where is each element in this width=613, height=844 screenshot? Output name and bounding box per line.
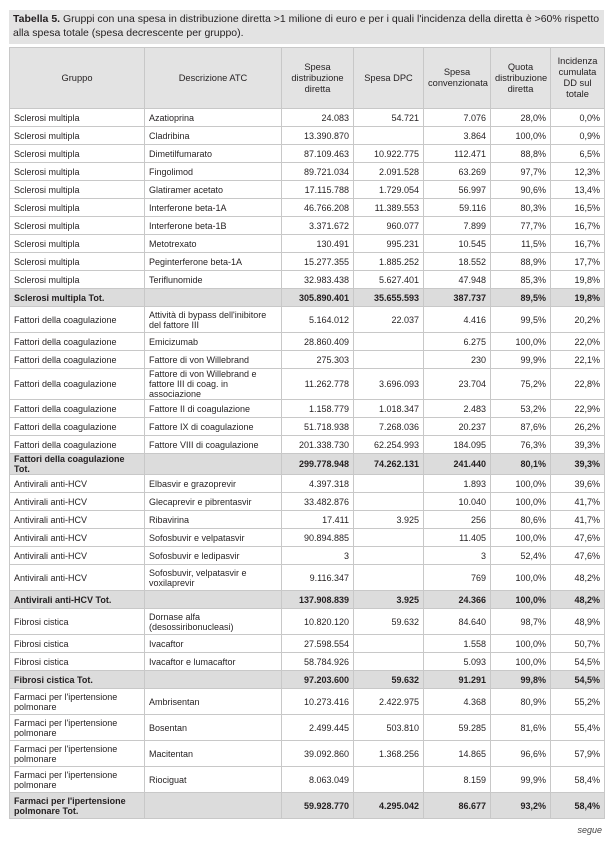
cell-incidenza: 55,2%: [551, 689, 605, 715]
cell-spesa-convenzionata: 59.116: [424, 199, 491, 217]
caption-text: Gruppi con una spesa in distribuzione diretta >1 milione di euro e per i quali l'incidenza della diretta è >60% rispetto alla spesa totale (spesa decrescente per gruppo).: [13, 13, 600, 39]
cell-gruppo: Antivirali anti-HCV Tot.: [10, 591, 145, 609]
cell-incidenza: 55,4%: [551, 715, 605, 741]
cell-gruppo: Farmaci per l'ipertensione polmonare: [10, 741, 145, 767]
cell-descrizione: Ambrisentan: [145, 689, 282, 715]
cell-descrizione: Elbasvir e grazoprevir: [145, 475, 282, 493]
cell-descrizione: Sofosbuvir e velpatasvir: [145, 529, 282, 547]
cell-gruppo: Antivirali anti-HCV: [10, 565, 145, 591]
cell-descrizione: Peginterferone beta-1A: [145, 253, 282, 271]
cell-quota-dd: 80,3%: [491, 199, 551, 217]
table-row: [10, 333, 605, 351]
header-row: [10, 48, 605, 109]
cell-spesa-dpc: [354, 767, 424, 793]
cell-gruppo: Fibrosi cistica Tot.: [10, 671, 145, 689]
table-row: [10, 565, 605, 591]
cell-quota-dd: 100,0%: [491, 529, 551, 547]
cell-quota-dd: 80,1%: [491, 454, 551, 475]
cell-incidenza: 16,5%: [551, 199, 605, 217]
cell-gruppo: Farmaci per l'ipertensione polmonare Tot.: [10, 793, 145, 819]
cell-gruppo: Fattori della coagulazione Tot.: [10, 454, 145, 475]
cell-quota-dd: 87,6%: [491, 418, 551, 436]
cell-spesa-dd: 11.262.778: [282, 369, 354, 400]
cell-spesa-dd: 10.820.120: [282, 609, 354, 635]
cell-descrizione: Macitentan: [145, 741, 282, 767]
cell-descrizione: Sofosbuvir e ledipasvir: [145, 547, 282, 565]
cell-gruppo: Sclerosi multipla: [10, 217, 145, 235]
cell-spesa-dd: 58.784.926: [282, 653, 354, 671]
cell-spesa-dd: 305.890.401: [282, 289, 354, 307]
cell-quota-dd: 88,8%: [491, 145, 551, 163]
table-row: [10, 253, 605, 271]
cell-incidenza: 22,0%: [551, 333, 605, 351]
cell-spesa-dpc: [354, 547, 424, 565]
header-incidenza-cumulata: Incidenza cumulata DD sul totale: [551, 48, 605, 109]
cell-descrizione: Interferone beta-1A: [145, 199, 282, 217]
cell-incidenza: 48,9%: [551, 609, 605, 635]
cell-spesa-convenzionata: 23.704: [424, 369, 491, 400]
cell-incidenza: 39,6%: [551, 475, 605, 493]
cell-quota-dd: 28,0%: [491, 109, 551, 127]
cell-quota-dd: 11,5%: [491, 235, 551, 253]
cell-spesa-dd: 17.411: [282, 511, 354, 529]
cell-spesa-convenzionata: 20.237: [424, 418, 491, 436]
table-total-row: [10, 289, 605, 307]
cell-incidenza: 48,2%: [551, 565, 605, 591]
cell-spesa-dpc: 1.018.347: [354, 400, 424, 418]
cell-incidenza: 20,2%: [551, 307, 605, 333]
cell-spesa-dpc: 2.091.528: [354, 163, 424, 181]
cell-descrizione: [145, 454, 282, 475]
cell-spesa-dd: 39.092.860: [282, 741, 354, 767]
table-caption: [9, 10, 604, 44]
cell-spesa-dpc: 54.721: [354, 109, 424, 127]
cell-quota-dd: 100,0%: [491, 565, 551, 591]
cell-descrizione: Emicizumab: [145, 333, 282, 351]
cell-incidenza: 41,7%: [551, 493, 605, 511]
header-descrizione-atc: Descrizione ATC: [145, 48, 282, 109]
cell-spesa-dd: 32.983.438: [282, 271, 354, 289]
cell-spesa-convenzionata: 84.640: [424, 609, 491, 635]
cell-spesa-dd: 15.277.355: [282, 253, 354, 271]
cell-spesa-dpc: 1.368.256: [354, 741, 424, 767]
table-row: [10, 493, 605, 511]
table-row: [10, 271, 605, 289]
cell-spesa-dd: 3.371.672: [282, 217, 354, 235]
cell-spesa-convenzionata: 1.893: [424, 475, 491, 493]
cell-descrizione: Interferone beta-1B: [145, 217, 282, 235]
cell-quota-dd: 90,6%: [491, 181, 551, 199]
cell-spesa-convenzionata: 56.997: [424, 181, 491, 199]
cell-incidenza: 19,8%: [551, 289, 605, 307]
cell-spesa-dd: 87.109.463: [282, 145, 354, 163]
cell-descrizione: Fingolimod: [145, 163, 282, 181]
cell-spesa-dd: 13.390.870: [282, 127, 354, 145]
cell-quota-dd: 75,2%: [491, 369, 551, 400]
cell-incidenza: 13,4%: [551, 181, 605, 199]
table-row: [10, 109, 605, 127]
table-row: [10, 609, 605, 635]
table-row: [10, 307, 605, 333]
cell-gruppo: Antivirali anti-HCV: [10, 475, 145, 493]
cell-quota-dd: 89,5%: [491, 289, 551, 307]
table-total-row: [10, 671, 605, 689]
table-row: [10, 127, 605, 145]
cell-spesa-dd: 2.499.445: [282, 715, 354, 741]
cell-spesa-convenzionata: 14.865: [424, 741, 491, 767]
cell-spesa-dd: 28.860.409: [282, 333, 354, 351]
cell-gruppo: Antivirali anti-HCV: [10, 547, 145, 565]
cell-gruppo: Sclerosi multipla: [10, 109, 145, 127]
cell-descrizione: Dimetilfumarato: [145, 145, 282, 163]
table-row: [10, 653, 605, 671]
cell-gruppo: Fattori della coagulazione: [10, 307, 145, 333]
cell-quota-dd: 100,0%: [491, 475, 551, 493]
cell-spesa-dd: 4.397.318: [282, 475, 354, 493]
cell-spesa-dd: 24.083: [282, 109, 354, 127]
cell-spesa-dpc: 2.422.975: [354, 689, 424, 715]
cell-incidenza: 16,7%: [551, 217, 605, 235]
table-total-row: [10, 454, 605, 475]
cell-spesa-dpc: [354, 475, 424, 493]
cell-spesa-dd: 10.273.416: [282, 689, 354, 715]
cell-spesa-dpc: 3.925: [354, 591, 424, 609]
cell-descrizione: Metotrexato: [145, 235, 282, 253]
cell-descrizione: Fattore IX di coagulazione: [145, 418, 282, 436]
cell-spesa-dpc: 1.885.252: [354, 253, 424, 271]
cell-gruppo: Fibrosi cistica: [10, 635, 145, 653]
cell-spesa-dpc: [354, 635, 424, 653]
cell-descrizione: Fattore II di coagulazione: [145, 400, 282, 418]
cell-incidenza: 16,7%: [551, 235, 605, 253]
cell-spesa-dd: 130.491: [282, 235, 354, 253]
cell-spesa-convenzionata: 769: [424, 565, 491, 591]
cell-incidenza: 0,9%: [551, 127, 605, 145]
cell-gruppo: Sclerosi multipla: [10, 235, 145, 253]
cell-spesa-dpc: 59.632: [354, 609, 424, 635]
cell-spesa-dd: 5.164.012: [282, 307, 354, 333]
header-gruppo: Gruppo: [10, 48, 145, 109]
cell-incidenza: 57,9%: [551, 741, 605, 767]
cell-incidenza: 41,7%: [551, 511, 605, 529]
cell-incidenza: 12,3%: [551, 163, 605, 181]
cell-spesa-dpc: 1.729.054: [354, 181, 424, 199]
cell-spesa-dd: 1.158.779: [282, 400, 354, 418]
cell-spesa-dd: 275.303: [282, 351, 354, 369]
cell-descrizione: Ribavirina: [145, 511, 282, 529]
cell-quota-dd: 93,2%: [491, 793, 551, 819]
cell-spesa-dpc: [354, 529, 424, 547]
cell-incidenza: 39,3%: [551, 436, 605, 454]
cell-spesa-dd: 17.115.788: [282, 181, 354, 199]
cell-quota-dd: 85,3%: [491, 271, 551, 289]
cell-descrizione: Cladribina: [145, 127, 282, 145]
cell-descrizione: [145, 289, 282, 307]
cell-spesa-dpc: 74.262.131: [354, 454, 424, 475]
cell-spesa-dpc: 10.922.775: [354, 145, 424, 163]
cell-quota-dd: 88,9%: [491, 253, 551, 271]
table-total-row: [10, 793, 605, 819]
cell-quota-dd: 52,4%: [491, 547, 551, 565]
continuation-note: segue: [577, 825, 602, 835]
table-row: [10, 199, 605, 217]
cell-quota-dd: 97,7%: [491, 163, 551, 181]
cell-gruppo: Fattori della coagulazione: [10, 369, 145, 400]
cell-quota-dd: 99,9%: [491, 767, 551, 793]
cell-quota-dd: 100,0%: [491, 493, 551, 511]
cell-descrizione: [145, 591, 282, 609]
cell-spesa-dpc: [354, 127, 424, 145]
header-spesa-dpc: Spesa DPC: [354, 48, 424, 109]
cell-gruppo: Fibrosi cistica: [10, 653, 145, 671]
cell-descrizione: Glatiramer acetato: [145, 181, 282, 199]
cell-incidenza: 22,9%: [551, 400, 605, 418]
cell-incidenza: 47,6%: [551, 547, 605, 565]
cell-incidenza: 22,1%: [551, 351, 605, 369]
table-row: [10, 369, 605, 400]
cell-descrizione: Azatioprina: [145, 109, 282, 127]
cell-spesa-convenzionata: 184.095: [424, 436, 491, 454]
cell-gruppo: Antivirali anti-HCV: [10, 493, 145, 511]
cell-spesa-convenzionata: 6.275: [424, 333, 491, 351]
table-row: [10, 635, 605, 653]
header-spesa-dd: Spesa distribuzione diretta: [282, 48, 354, 109]
cell-spesa-dpc: 22.037: [354, 307, 424, 333]
cell-gruppo: Sclerosi multipla: [10, 145, 145, 163]
cell-spesa-convenzionata: 11.405: [424, 529, 491, 547]
cell-gruppo: Farmaci per l'ipertensione polmonare: [10, 767, 145, 793]
cell-spesa-dpc: 5.627.401: [354, 271, 424, 289]
cell-incidenza: 17,7%: [551, 253, 605, 271]
data-table: [9, 47, 605, 819]
cell-spesa-convenzionata: 63.269: [424, 163, 491, 181]
cell-spesa-dpc: 59.632: [354, 671, 424, 689]
cell-spesa-dpc: [354, 351, 424, 369]
table-row: [10, 689, 605, 715]
cell-spesa-dpc: 7.268.036: [354, 418, 424, 436]
cell-spesa-convenzionata: 91.291: [424, 671, 491, 689]
cell-gruppo: Fibrosi cistica: [10, 609, 145, 635]
cell-spesa-convenzionata: 86.677: [424, 793, 491, 819]
cell-spesa-convenzionata: 387.737: [424, 289, 491, 307]
cell-spesa-dpc: 3.696.093: [354, 369, 424, 400]
cell-descrizione: Sofosbuvir, velpatasvir e voxilaprevir: [145, 565, 282, 591]
cell-spesa-dd: 89.721.034: [282, 163, 354, 181]
cell-incidenza: 39,3%: [551, 454, 605, 475]
cell-quota-dd: 96,6%: [491, 741, 551, 767]
cell-gruppo: Sclerosi multipla: [10, 181, 145, 199]
cell-spesa-dpc: [354, 493, 424, 511]
table-row: [10, 511, 605, 529]
cell-spesa-convenzionata: 18.552: [424, 253, 491, 271]
cell-gruppo: Fattori della coagulazione: [10, 418, 145, 436]
cell-quota-dd: 81,6%: [491, 715, 551, 741]
table-row: [10, 235, 605, 253]
cell-incidenza: 47,6%: [551, 529, 605, 547]
table-row: [10, 217, 605, 235]
cell-incidenza: 58,4%: [551, 767, 605, 793]
cell-spesa-dd: 90.894.885: [282, 529, 354, 547]
cell-gruppo: Fattori della coagulazione: [10, 436, 145, 454]
cell-incidenza: 54,5%: [551, 653, 605, 671]
cell-descrizione: Bosentan: [145, 715, 282, 741]
cell-descrizione: Teriflunomide: [145, 271, 282, 289]
cell-spesa-dpc: [354, 565, 424, 591]
cell-spesa-dd: 51.718.938: [282, 418, 354, 436]
cell-spesa-dd: 33.482.876: [282, 493, 354, 511]
cell-descrizione: Ivacaftor e lumacaftor: [145, 653, 282, 671]
table-row: [10, 436, 605, 454]
cell-incidenza: 58,4%: [551, 793, 605, 819]
cell-incidenza: 0,0%: [551, 109, 605, 127]
cell-gruppo: Sclerosi multipla: [10, 127, 145, 145]
cell-quota-dd: 53,2%: [491, 400, 551, 418]
cell-descrizione: Riociguat: [145, 767, 282, 793]
cell-spesa-dpc: 3.925: [354, 511, 424, 529]
table-row: [10, 351, 605, 369]
cell-incidenza: 48,2%: [551, 591, 605, 609]
cell-spesa-convenzionata: 4.416: [424, 307, 491, 333]
cell-gruppo: Sclerosi multipla: [10, 271, 145, 289]
cell-spesa-convenzionata: 230: [424, 351, 491, 369]
cell-spesa-convenzionata: 59.285: [424, 715, 491, 741]
cell-spesa-dd: 299.778.948: [282, 454, 354, 475]
cell-incidenza: 22,8%: [551, 369, 605, 400]
cell-gruppo: Sclerosi multipla: [10, 253, 145, 271]
cell-spesa-dd: 201.338.730: [282, 436, 354, 454]
cell-descrizione: Attività di bypass dell'inibitore del fattore III: [145, 307, 282, 333]
table-row: [10, 529, 605, 547]
cell-descrizione: Glecaprevir e pibrentasvir: [145, 493, 282, 511]
cell-spesa-dpc: 11.389.553: [354, 199, 424, 217]
caption-label: Tabella 5.: [13, 13, 61, 25]
cell-spesa-convenzionata: 10.545: [424, 235, 491, 253]
table-row: [10, 181, 605, 199]
cell-quota-dd: 100,0%: [491, 635, 551, 653]
cell-spesa-convenzionata: 3: [424, 547, 491, 565]
cell-spesa-convenzionata: 1.558: [424, 635, 491, 653]
cell-spesa-dd: 9.116.347: [282, 565, 354, 591]
table-row: [10, 715, 605, 741]
table-row: [10, 475, 605, 493]
cell-quota-dd: 100,0%: [491, 333, 551, 351]
cell-gruppo: Sclerosi multipla: [10, 163, 145, 181]
header-spesa-convenzionata: Spesa convenzionata: [424, 48, 491, 109]
table-row: [10, 741, 605, 767]
cell-spesa-dd: 3: [282, 547, 354, 565]
cell-spesa-dpc: 35.655.593: [354, 289, 424, 307]
cell-quota-dd: 99,9%: [491, 351, 551, 369]
cell-spesa-dpc: [354, 653, 424, 671]
cell-incidenza: 19,8%: [551, 271, 605, 289]
cell-quota-dd: 80,9%: [491, 689, 551, 715]
cell-gruppo: Sclerosi multipla Tot.: [10, 289, 145, 307]
cell-incidenza: 6,5%: [551, 145, 605, 163]
cell-spesa-convenzionata: 7.076: [424, 109, 491, 127]
cell-descrizione: Fattore VIII di coagulazione: [145, 436, 282, 454]
cell-quota-dd: 77,7%: [491, 217, 551, 235]
cell-gruppo: Fattori della coagulazione: [10, 400, 145, 418]
cell-descrizione: Ivacaftor: [145, 635, 282, 653]
cell-spesa-dd: 8.063.049: [282, 767, 354, 793]
cell-gruppo: Antivirali anti-HCV: [10, 511, 145, 529]
table-row: [10, 400, 605, 418]
cell-descrizione: [145, 793, 282, 819]
cell-gruppo: Antivirali anti-HCV: [10, 529, 145, 547]
cell-descrizione: Fattore di von Willebrand: [145, 351, 282, 369]
cell-descrizione: [145, 671, 282, 689]
cell-spesa-dd: 46.766.208: [282, 199, 354, 217]
table-total-row: [10, 591, 605, 609]
cell-spesa-dpc: 62.254.993: [354, 436, 424, 454]
cell-spesa-convenzionata: 47.948: [424, 271, 491, 289]
cell-spesa-convenzionata: 24.366: [424, 591, 491, 609]
cell-spesa-convenzionata: 241.440: [424, 454, 491, 475]
cell-spesa-dpc: 503.810: [354, 715, 424, 741]
cell-gruppo: Fattori della coagulazione: [10, 351, 145, 369]
table-row: [10, 163, 605, 181]
cell-quota-dd: 100,0%: [491, 127, 551, 145]
cell-quota-dd: 76,3%: [491, 436, 551, 454]
cell-spesa-dpc: 995.231: [354, 235, 424, 253]
cell-gruppo: Sclerosi multipla: [10, 199, 145, 217]
table-row: [10, 418, 605, 436]
cell-incidenza: 54,5%: [551, 671, 605, 689]
cell-spesa-convenzionata: 5.093: [424, 653, 491, 671]
cell-spesa-convenzionata: 8.159: [424, 767, 491, 793]
cell-gruppo: Farmaci per l'ipertensione polmonare: [10, 715, 145, 741]
cell-spesa-convenzionata: 7.899: [424, 217, 491, 235]
cell-spesa-convenzionata: 4.368: [424, 689, 491, 715]
cell-descrizione: Dornase alfa (desossiribonucleasi): [145, 609, 282, 635]
cell-spesa-convenzionata: 112.471: [424, 145, 491, 163]
cell-quota-dd: 98,7%: [491, 609, 551, 635]
cell-quota-dd: 80,6%: [491, 511, 551, 529]
table-row: [10, 547, 605, 565]
cell-spesa-convenzionata: 10.040: [424, 493, 491, 511]
cell-spesa-dd: 137.908.839: [282, 591, 354, 609]
header-quota-dd: Quota distribuzione diretta: [491, 48, 551, 109]
cell-spesa-dpc: 4.295.042: [354, 793, 424, 819]
cell-incidenza: 50,7%: [551, 635, 605, 653]
table-row: [10, 767, 605, 793]
cell-spesa-dd: 59.928.770: [282, 793, 354, 819]
cell-spesa-dd: 27.598.554: [282, 635, 354, 653]
cell-spesa-dd: 97.203.600: [282, 671, 354, 689]
cell-quota-dd: 99,5%: [491, 307, 551, 333]
cell-spesa-dpc: [354, 333, 424, 351]
cell-quota-dd: 100,0%: [491, 591, 551, 609]
cell-incidenza: 26,2%: [551, 418, 605, 436]
cell-gruppo: Farmaci per l'ipertensione polmonare: [10, 689, 145, 715]
table-row: [10, 145, 605, 163]
cell-spesa-convenzionata: 256: [424, 511, 491, 529]
cell-descrizione: Fattore di von Willebrand e fattore III di coag. in associazione: [145, 369, 282, 400]
cell-spesa-convenzionata: 3.864: [424, 127, 491, 145]
cell-quota-dd: 99,8%: [491, 671, 551, 689]
cell-quota-dd: 100,0%: [491, 653, 551, 671]
table-body: [10, 109, 605, 819]
cell-spesa-dpc: 960.077: [354, 217, 424, 235]
cell-spesa-convenzionata: 2.483: [424, 400, 491, 418]
cell-gruppo: Fattori della coagulazione: [10, 333, 145, 351]
